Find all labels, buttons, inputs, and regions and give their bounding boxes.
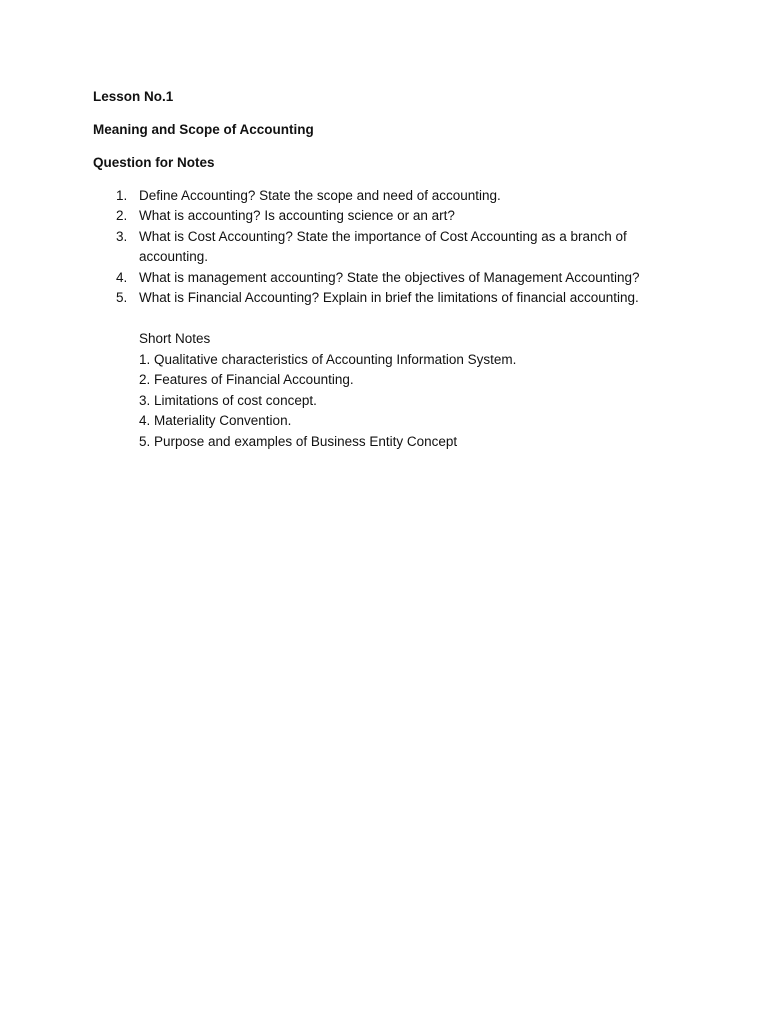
question-text: What is management accounting? State the objectives of Management Accounting? <box>139 269 640 285</box>
question-number: 3. <box>116 228 128 244</box>
question-item <box>93 186 693 207</box>
document-content <box>93 87 693 452</box>
short-notes-list <box>139 350 693 453</box>
short-note-item: 3. Limitations of cost concept. <box>139 392 317 408</box>
question-item <box>93 288 693 309</box>
question-text: What is Financial Accounting? Explain in brief the limitations of financial accounting. <box>139 290 639 305</box>
short-note-item: 4. Materiality Convention. <box>139 413 292 428</box>
questions-heading: Question for Notes <box>93 155 215 170</box>
short-note-item: 1. Qualitative characteristics of Accounting Information System. <box>139 351 517 367</box>
short-notes-section <box>93 329 693 452</box>
subject-title: Meaning and Scope of Accounting <box>93 122 314 137</box>
question-text: Define Accounting? State the scope and need of accounting. <box>139 187 501 203</box>
questions-list <box>93 186 693 309</box>
question-number: 2. <box>116 208 128 223</box>
question-item <box>93 227 693 268</box>
lesson-title: Lesson No.1 <box>93 89 174 104</box>
question-number: 4. <box>116 269 128 285</box>
question-number: 5. <box>116 290 128 305</box>
question-item <box>93 268 693 289</box>
question-number: 1. <box>116 187 128 203</box>
short-note-item: 5. Purpose and examples of Business Entity Concept <box>139 433 458 449</box>
short-notes-heading: Short Notes <box>139 331 211 346</box>
question-text: What is accounting? Is accounting science or an art? <box>139 208 455 223</box>
question-text: What is Cost Accounting? State the importance of Cost Accounting as a branch of accounting. <box>139 228 627 264</box>
short-note-item: 2. Features of Financial Accounting. <box>139 372 354 387</box>
question-item <box>93 206 693 227</box>
